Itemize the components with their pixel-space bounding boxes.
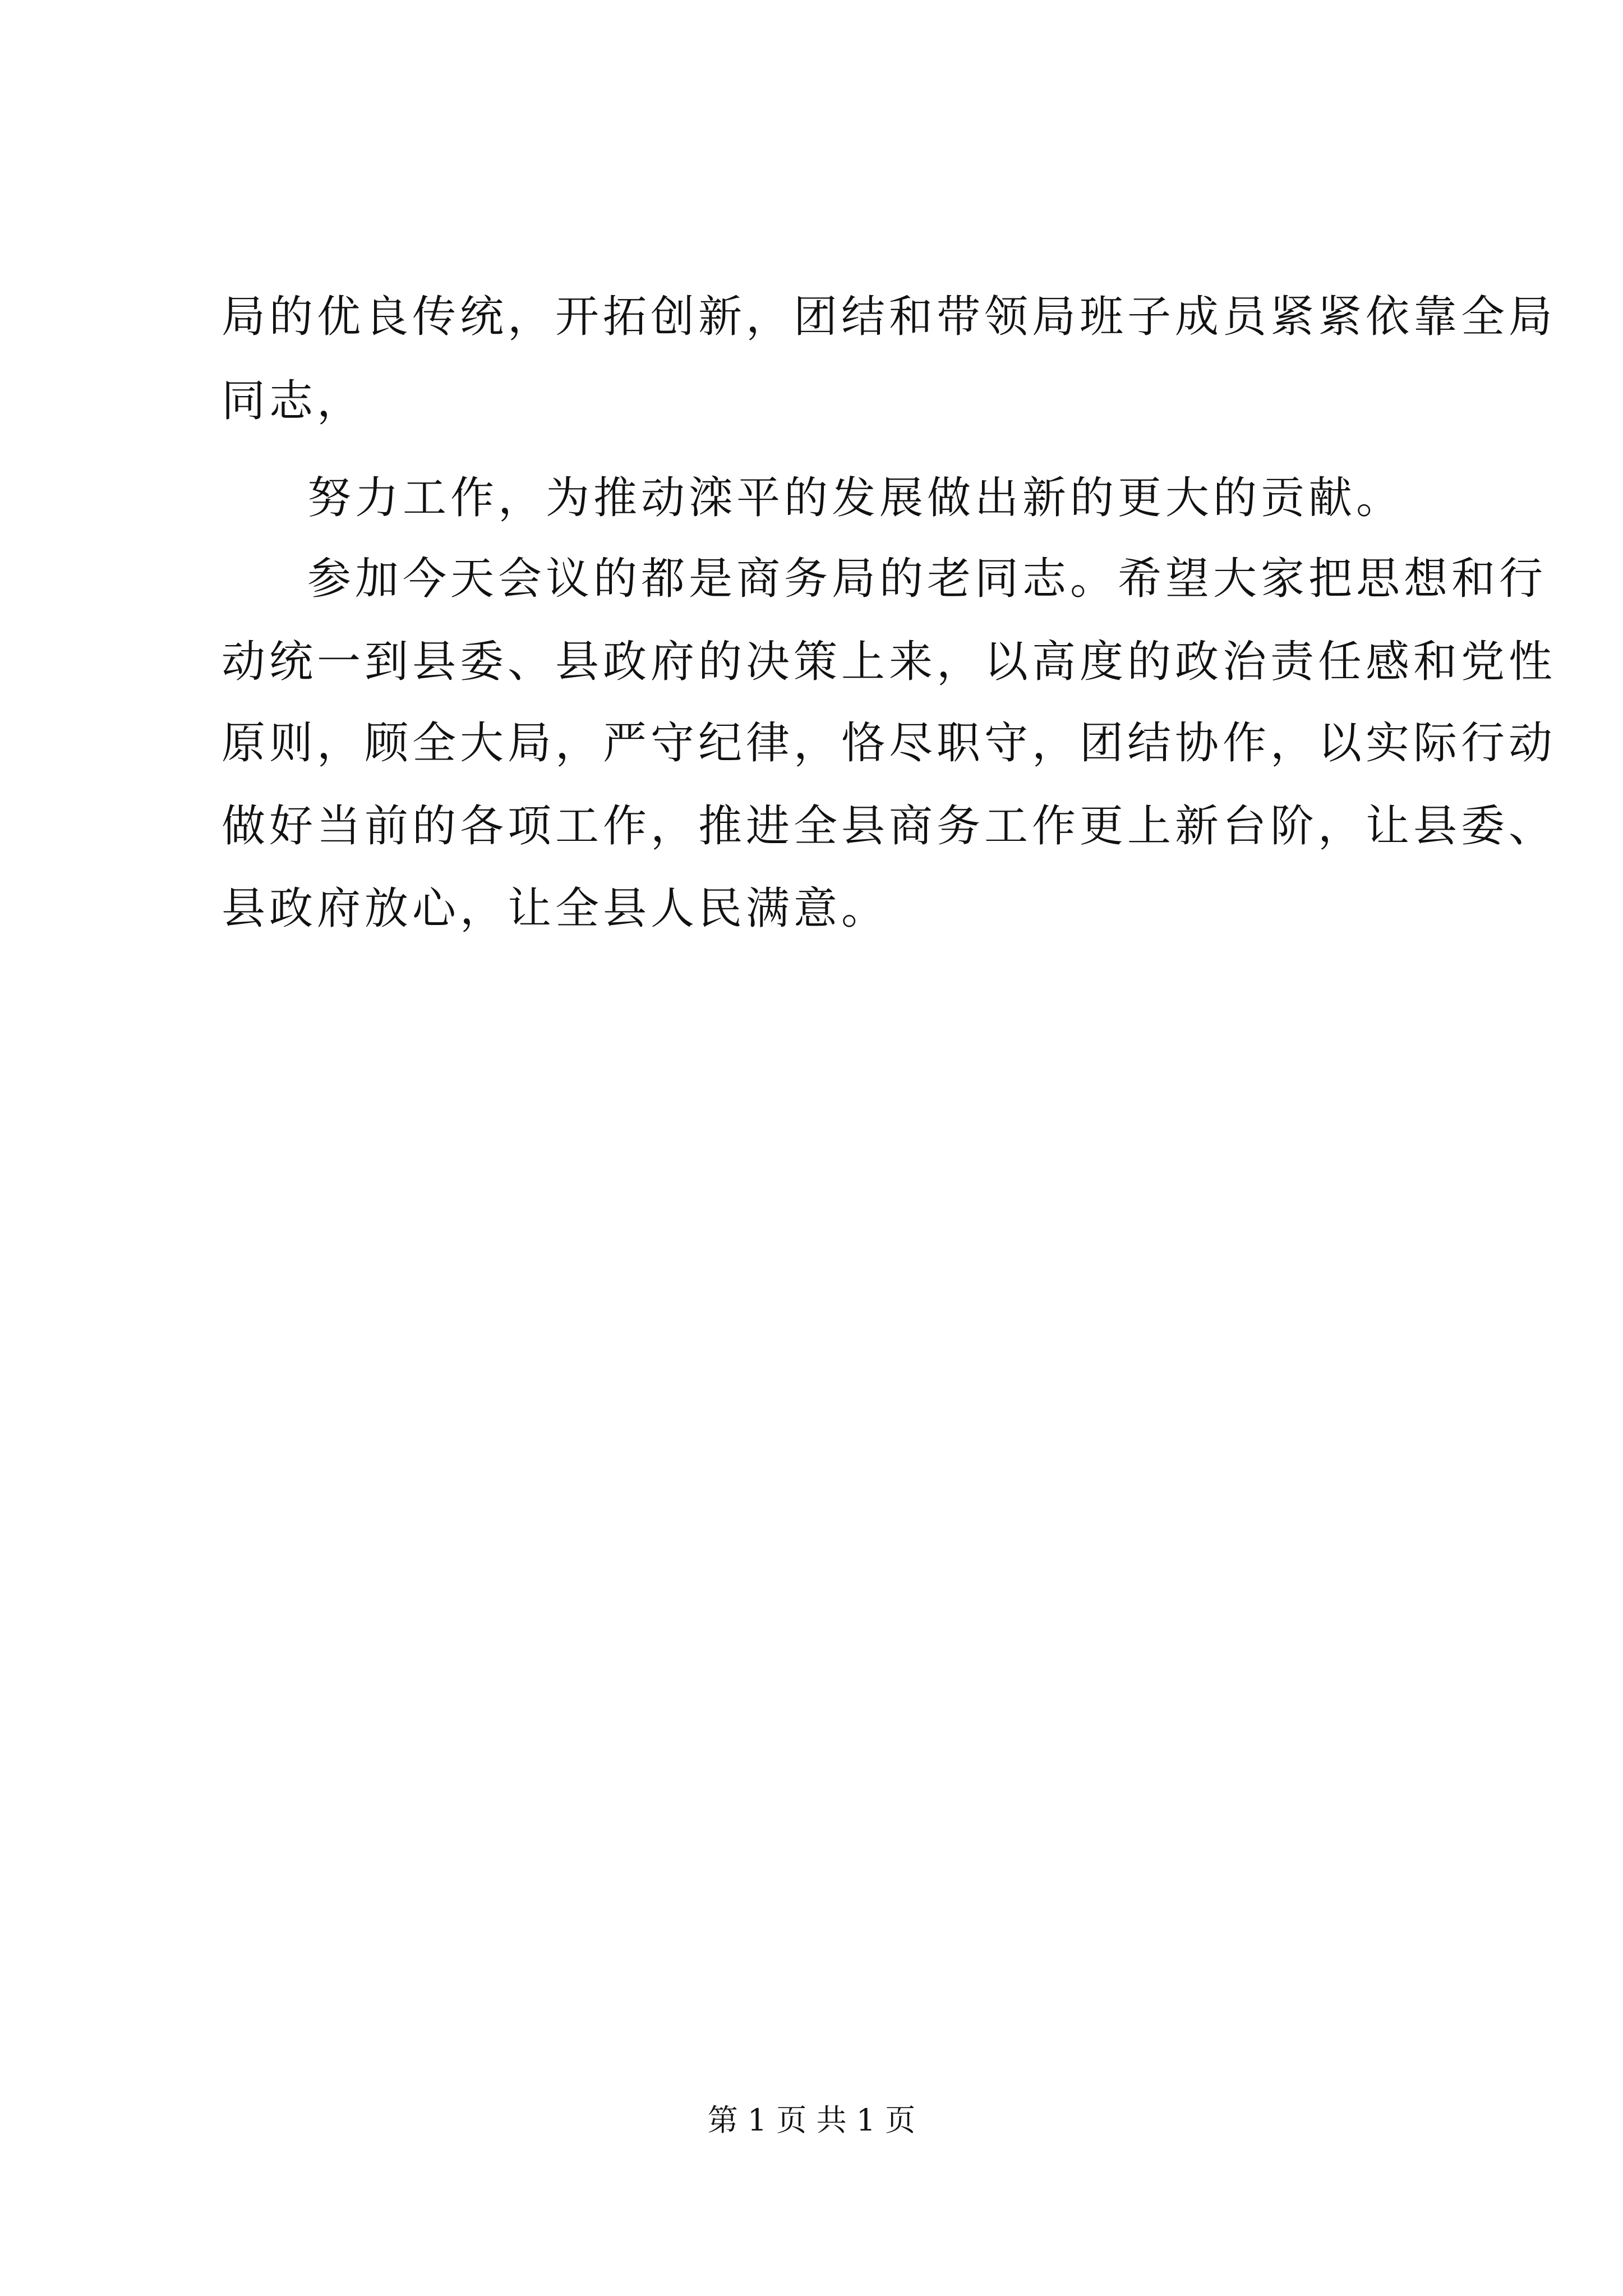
paragraph-3-line-5: 县政府放心，让全县人民满意。 xyxy=(222,884,889,934)
paragraph-1-line-2: 同志， xyxy=(222,376,365,426)
paragraph-3-line-3: 原则，顾全大局，严守纪律，恪尽职守，团结协作，以实际行动 xyxy=(222,718,1557,769)
paragraph-3-line-1: 参加今天会议的都是商务局的老同志。希望大家把思想和行 xyxy=(307,554,1547,604)
paragraph-3-line-4: 做好当前的各项工作，推进全县商务工作更上新台阶，让县委、 xyxy=(222,801,1557,852)
page-number-footer: 第 1 页 共 1 页 xyxy=(707,2102,916,2138)
paragraph-1-line-1: 局的优良传统，开拓创新，团结和带领局班子成员紧紧依靠全局 xyxy=(222,292,1557,342)
paragraph-3-line-2: 动统一到县委、县政府的决策上来，以高度的政治责任感和党性 xyxy=(222,637,1557,687)
paragraph-2-line-1: 努力工作，为推动滦平的发展做出新的更大的贡献。 xyxy=(307,473,1404,523)
